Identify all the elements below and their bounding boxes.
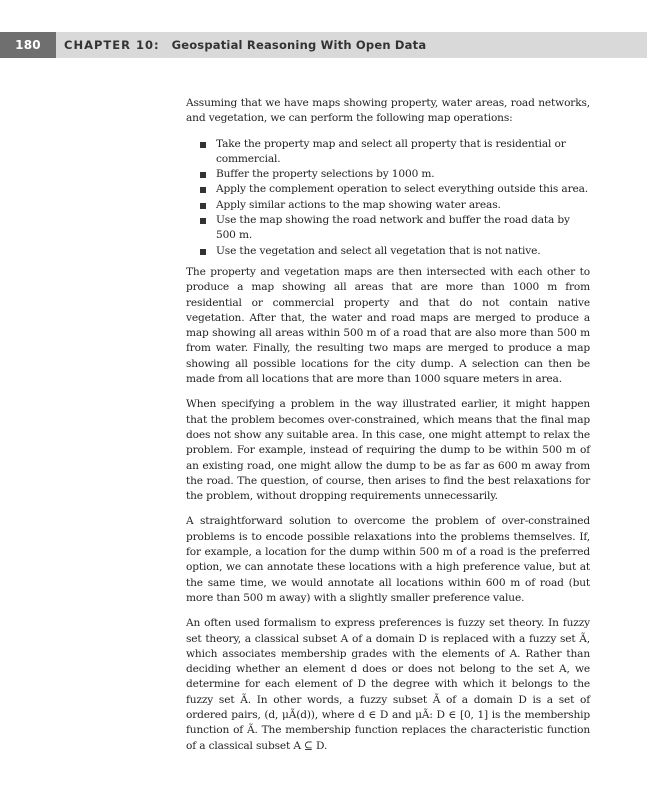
- paragraph: When specifying a problem in the way illustrated earlier, it might happen that the problem becomes over-constrained, which means that the final map does not show any suitable area. In this case, one might attempt to relax the problem. For example, instead of requiring the dump to be within 500 m of an existing road, one might allow the dump to be as far as 600 m away from the road. The question, of course, then arises to find the best relaxations for the problem, without dropping requirements unnecessarily.: [186, 398, 590, 503]
- chapter-title: Geospatial Reasoning With Open Data: [171, 38, 427, 52]
- list-item: [186, 182, 590, 197]
- running-header: [0, 32, 647, 58]
- intro-paragraph: Assuming that we have maps showing property, water areas, road networks, and vegetation, we can perform the following map operations:: [186, 97, 590, 125]
- bullet-icon: [200, 218, 206, 224]
- list-item-text: Use the vegetation and select all vegetation that is not native.: [216, 244, 541, 257]
- list-item-text: Use the map showing the road network and buffer the road data by 500 m.: [216, 214, 570, 242]
- paragraph: An often used formalism to express preferences is fuzzy set theory. In fuzzy set theory, a classical subset A of a domain D is replaced with a fuzzy set Ã, which associates membership grades with the elements of A. Rather than deciding whether an element d does or does not belong to the set A, we determine for each element of D the degree with which it belongs to the fuzzy set Ã. In other words, a fuzzy subset Ã of a domain D is a set of ordered pairs, (d, μÃ(d)), where d ∈ D and μÃ: D ∈ [0, 1] is the membership function of Ã. The membership function replaces the characteristic function of a classical subset A ⊆ D.: [186, 617, 590, 752]
- list-item-text: Buffer the property selections by 1000 m.: [216, 168, 435, 181]
- list-item: [186, 198, 590, 213]
- bullet-icon: [200, 172, 206, 178]
- paragraph: A straightforward solution to overcome the problem of over-constrained problems is to encode possible relaxations into the problems themselves. If, for example, a location for the dump within 500 m of a road is the preferred option, we can annotate these locations with a high preference value, but at the same time, we would annotate all locations within 600 m of road (but more than 500 m away) with a slightly smaller preference value.: [186, 515, 590, 604]
- chapter-label: CHAPTER 10:: [64, 38, 160, 52]
- chapter-heading: [64, 32, 426, 58]
- bullet-icon: [200, 249, 206, 255]
- list-item-text: Take the property map and select all property that is residential or commercial.: [216, 137, 566, 165]
- list-item-text: Apply the complement operation to select everything outside this area.: [216, 183, 588, 196]
- list-item: [186, 137, 590, 168]
- list-item: [186, 213, 590, 244]
- paragraph: The property and vegetation maps are then intersected with each other to produce a map showing all areas that are more than 1000 m from residential or commercial property and that do not contain native vegetation. After that, the water and road maps are merged to produce a map showing all areas within 500 m of a road that are also more than 500 m from water. Finally, the resulting two maps are merged to produce a map showing all possible locations for the city dump. A selection can then be made from all locations that are more than 1000 square meters in area.: [186, 265, 590, 386]
- body-text: [186, 96, 590, 764]
- operations-list: [186, 137, 590, 259]
- page-number: 180: [0, 32, 56, 58]
- list-item: [186, 167, 590, 182]
- bullet-icon: [200, 187, 206, 193]
- bullet-icon: [200, 142, 206, 148]
- list-item-text: Apply similar actions to the map showing water areas.: [216, 198, 501, 211]
- bullet-icon: [200, 203, 206, 209]
- list-item: [186, 244, 590, 259]
